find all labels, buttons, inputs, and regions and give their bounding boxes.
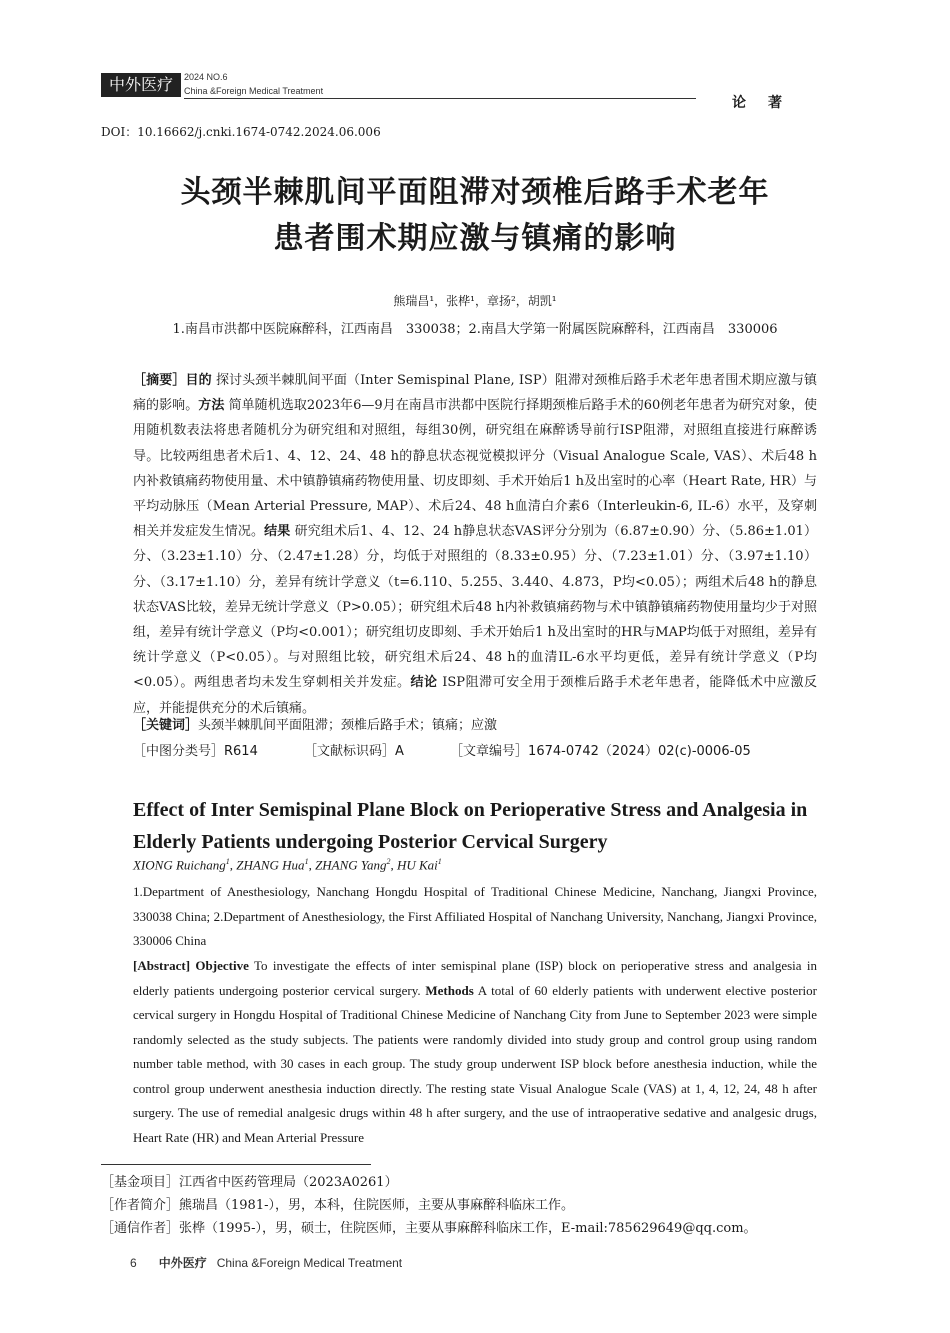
conclusion-text: ISP阻滞可安全用于颈椎后路手术老年患者，能降低术中应激反应，并能提供充分的术后镇痛。 (133, 675, 817, 716)
affiliation-cn: 1.南昌市洪都中医院麻醉科，江西南昌 330038；2.南昌大学第一附属医院麻醉科，江西南昌 330006 (172, 322, 778, 337)
footnote-author (101, 1194, 574, 1213)
header-rule (184, 98, 696, 99)
affiliation-en: 1.Department of Anesthesiology, Nanchang Hongdu Hospital of Traditional Chinese Medicine, Nanchang, Jiangxi Province, 330038 China; 2.Department of Anesthesiology, the First Affiliated Hospital of Nanchang University, Nanchang, Jiangxi Province, 330006 China (133, 884, 817, 948)
corr-text: 张桦（1995-），男，硕士，住院医师，主要从事麻醉科临床工作，E-mail:785629649@qq.com。 (179, 1221, 757, 1236)
conclusion-label: 结论 (410, 675, 438, 691)
methods-text: 简单随机选取2023年6—9月在南昌市洪都中医院行择期颈椎后路手术的60例老年患者为研究对象，使用随机数表法将患者随机分为研究组和对照组，每组30例，研究组在麻醉诱导前行ISP阻滞，对照组直接进行麻醉诱导。比较两组患者术后1、4、12、24、48 h的静息状态视觉模拟评分（Visual Analogue Scale, VAS）、术后48 h内补救镇痛药物使用量、术中镇静镇痛药物使用量、切皮即刻、手术开始后1 h及出室时的心率（Heart Rate, HR）与平均动脉压（Mean Arterial Pressure, MAP）、术后24、48 h血清白介素6（Interleukin-6, IL-6）水平，及穿刺相关并发症发生情况。 (133, 398, 817, 540)
author-en: ZHANG Yang (315, 857, 387, 873)
authors-cn: 熊瑞昌¹，张桦¹，章扬²，胡凯¹ (393, 294, 557, 308)
page-footer (130, 1254, 402, 1271)
issue-number: 2024 NO.6 (184, 72, 228, 82)
footnote-fund (101, 1171, 398, 1190)
results-text: 研究组术后1、4、12、24 h静息状态VAS评分分别为（6.87±0.90）分、（5.86±1.01）分、（3.23±1.10）分、（2.47±1.28）分，均低于对照组的（8.33±0.95）分、（7.23±1.01）分、（3.97±1.10）分、（3.17±1.10）分，差异有统计学意义（t=6.110、5.255、3.440、4.873，P均<0.05）；两组术后48 h的静息状态VAS比较，差异无统计学意义（P>0.05）；研究组术后48 h内补救镇痛药物与术中镇静镇痛药物使用量均少于对照组，差异有统计学意义（P均<0.001）；研究组切皮即刻、手术开始后1 h及出室时的HR与MAP均低于对照组，差异有统计学意义（P<0.05）。与对照组比较，研究组术后24、48 h的血清IL-6水平均更低，差异有统计学意义（P均<0.05）。两组患者均未发生穿刺相关并发症。 (133, 524, 817, 691)
article-number: ［文章编号］1674-0742（2024）02(c)-0006-05 (450, 744, 751, 759)
journal-logo: 中外医疗 (101, 73, 181, 97)
abstract-en-label: [Abstract] (133, 958, 191, 973)
journal-name-en: China &Foreign Medical Treatment (184, 86, 324, 96)
clc-number: ［中图分类号］R614 (133, 744, 258, 759)
authors-en: XIONG Ruichang$^1$, ZHANG Hua$^1$, ZHANG Yang$^2$, HU Kai$^1$ (133, 857, 442, 873)
column-label: 论著 (732, 95, 804, 111)
footer-journal-en: China &Foreign Medical Treatment (216, 1256, 403, 1270)
objective-label: 目的 (185, 373, 212, 388)
corr-label: ［通信作者］ (101, 1221, 180, 1236)
author-info-label: ［作者简介］ (101, 1198, 180, 1213)
author-sup: 1 (304, 857, 309, 866)
abstract-en (133, 954, 817, 1150)
author-en: ZHANG Hua (236, 857, 305, 873)
author-sup: 1 (225, 857, 230, 866)
footer-journal-cn: 中外医疗 (158, 1256, 207, 1270)
footnote-rule (101, 1164, 371, 1165)
abstract-cn (133, 368, 817, 721)
author-sup: 1 (437, 857, 442, 866)
keywords-text: 头颈半棘肌间平面阻滞；颈椎后路手术；镇痛；应激 (198, 718, 498, 733)
doi: DOI：10.16662/j.cnki.1674-0742.2024.06.006 (101, 125, 381, 139)
author-sup: 2 (386, 857, 391, 866)
keywords-label: ［关键词］ (133, 718, 199, 733)
title-cn-line1: 头颈半棘肌间平面阻滞对颈椎后路手术老年 (180, 175, 770, 210)
results-label: 结果 (264, 524, 291, 540)
objective-en-label: Objective (195, 958, 249, 973)
author-info-text: 熊瑞昌（1981-），男，本科，住院医师，主要从事麻醉科临床工作。 (179, 1198, 574, 1213)
fund-text: 江西省中医药管理局（2023A0261） (179, 1175, 398, 1190)
title-en: Effect of Inter Semispinal Plane Block on Perioperative Stress and Analgesia in Elderly Patients undergoing Posterior Cervical Surgery (133, 799, 808, 853)
methods-en-label: Methods (425, 982, 474, 998)
footnote-corresponding (101, 1217, 757, 1236)
classification (133, 740, 793, 759)
doc-code: ［文献标识码］A (304, 744, 404, 759)
abstract-label: ［摘要］ (133, 373, 186, 388)
fund-label: ［基金项目］ (101, 1175, 180, 1190)
title-cn-line2: 患者围术期应激与镇痛的影响 (273, 221, 677, 256)
author-en: XIONG Ruichang (133, 857, 226, 873)
author-en: HU Kai (396, 857, 438, 873)
page-number: 6 (130, 1256, 137, 1270)
methods-label: 方法 (198, 398, 225, 414)
title-cn (80, 170, 870, 262)
objective-text: 探讨头颈半棘肌间平面（Inter Semispinal Plane, ISP）阻滞对颈椎后路手术老年患者围术期应激与镇痛的影响。 (133, 373, 817, 414)
objective-en-text: To investigate the effects of inter semispinal plane (ISP) block on perioperative stress and analgesia in elderly patients undergoing posterior cervical surgery. (133, 958, 818, 998)
keywords (133, 714, 497, 733)
methods-en-text: A total of 60 elderly patients with underwent elective posterior cervical surgery in Hongdu Hospital of Traditional Chinese Medicine of Nanchang City from June to September 2023 were simple randomly selected as the study subjects. The patients were randomly divided into study group and control group using random number table method, with 30 cases in each group. The study group underwent ISP block before anesthesia induction, while the control group underwent anesthesia induction directly. The resting state Visual Analogue Scale (VAS) at 1, 4, 12, 24, 48 h after surgery. The use of remedial analgesic drugs within 48 h after surgery, and the use of intraoperative sedative and analgesic drugs, Heart Rate (HR) and Mean Arterial Pressure (133, 982, 818, 1145)
